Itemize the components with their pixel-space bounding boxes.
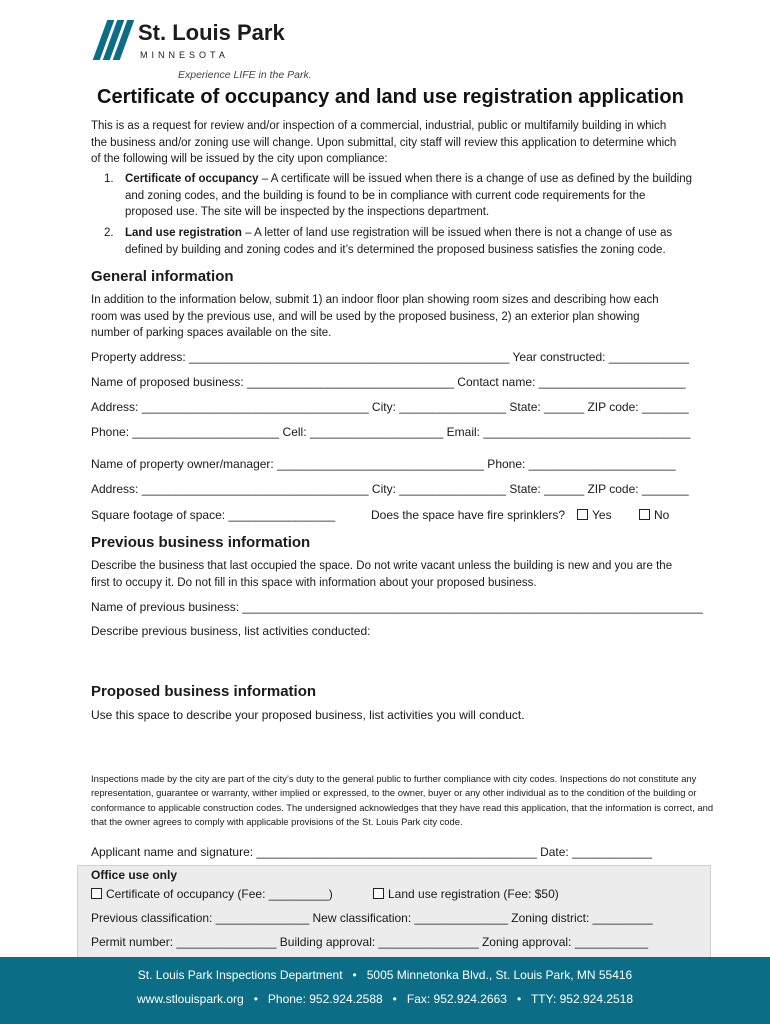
no-checkbox[interactable]: [639, 509, 650, 520]
office-heading: Office use only: [91, 868, 178, 882]
office-land-option[interactable]: Land use registration (Fee: $50): [373, 887, 559, 901]
intro-item-2: 2. Land use registration – A letter of land use registration will be issued when there is not a change of use as defined by building and zoning codes and it’s determined the proposed business satisfies the zoning code.: [104, 227, 673, 256]
sprinkler-yes-option[interactable]: Yes: [577, 508, 612, 522]
logo-state: MINNESOTA: [140, 50, 229, 60]
address-row[interactable]: Address: __________________________________ City: ________________ State: ______ ZIP code: _______: [91, 400, 689, 414]
owner-address-row[interactable]: Address: __________________________________ City: ________________ State: ______ ZIP code: _______: [91, 482, 689, 496]
previous-heading: Previous business information: [91, 534, 311, 551]
intro-paragraph: This is as a request for review and/or inspection of a commercial, industrial, public or multifamily building in which the business and/or zoning use will change. Upon submittal, city staff will review this application to determine which of the following will be issued by the city upon compliance:: [91, 120, 677, 165]
logo-mark: [96, 20, 132, 60]
page-title: Certificate of occupancy and land use registration application: [97, 86, 684, 108]
office-permit-row[interactable]: Permit number: _______________ Building approval: _______________ Zoning approval: ___________: [91, 935, 649, 949]
owner-row[interactable]: Name of property owner/manager: _______________________________ Phone: ______________________: [91, 457, 676, 471]
office-cert-option[interactable]: Certificate of occupancy (Fee: _________): [91, 887, 333, 901]
office-classification-row[interactable]: Previous classification: ______________ New classification: ______________ Zoning district: _________: [91, 911, 653, 925]
sprinkler-question: Does the space have fire sprinklers?: [371, 508, 566, 522]
yes-checkbox[interactable]: [577, 509, 588, 520]
footer-address: St. Louis Park Inspections Department • 5005 Minnetonka Blvd., St. Louis Park, MN 55416: [137, 968, 633, 982]
general-heading: General information: [91, 268, 234, 285]
previous-name-row[interactable]: Name of previous business: _____________________________________________________________________: [91, 600, 703, 614]
square-footage-field[interactable]: Square footage of space: ________________: [91, 508, 336, 522]
proposed-business-row[interactable]: Name of proposed business: _______________________________ Contact name: ______________________: [91, 375, 686, 389]
tagline: Experience LIFE in the Park.: [178, 69, 312, 81]
previous-describe-label: Describe previous business, list activities conducted:: [91, 624, 371, 638]
general-paragraph: In addition to the information below, submit 1) an indoor floor plan showing room sizes and describing how each room was used by the previous use, and will be used by the proposed business, 2) an exterior plan showing number of parking spaces available on the site.: [91, 294, 659, 339]
signature-row[interactable]: Applicant name and signature: __________________________________________ Date: ____________: [91, 845, 653, 859]
proposed-heading: Proposed business information: [91, 683, 317, 700]
logo-name: St. Louis Park: [138, 20, 285, 45]
footer-contact: www.stlouispark.org • Phone: 952.924.2588 • Fax: 952.924.2663 • TTY: 952.924.2518: [136, 992, 634, 1006]
land-checkbox[interactable]: [373, 888, 384, 899]
footer: [0, 957, 770, 1024]
cert-checkbox[interactable]: [91, 888, 102, 899]
disclaimer: Inspections made by the city are part of the city’s duty to the general public to further compliance with city codes. Inspections do not constitute any representation, guarantee or warranty, wither implied or expressed, to the owner, buyer or any other individual as to the condition of the building or conformance to applicable construction codes. The undersigned acknowledges that they have read this application, that the information is correct, and that the owner agrees to comply with applicable provisions of the St. Louis Park city code.: [91, 773, 714, 827]
property-address-row[interactable]: Property address: ________________________________________________ Year constructed: ____________: [91, 350, 689, 364]
proposed-paragraph: Use this space to describe your proposed business, list activities you will conduct.: [91, 708, 525, 722]
intro-item-1: 1. Certificate of occupancy – A certificate will be issued when there is a change of use as defined by the building and zoning codes, and the building is found to be in compliance with current code requirements for the proposed use. The site will be inspected by the inspections department.: [104, 173, 693, 218]
phone-row[interactable]: Phone: ______________________ Cell: ____________________ Email: _______________________________: [91, 425, 691, 439]
sprinkler-no-option[interactable]: No: [639, 508, 669, 522]
previous-paragraph: Describe the business that last occupied the space. Do not write vacant unless the building is new and you are the first to occupy it. Do not fill in this space with information about your proposed business.: [91, 560, 673, 589]
